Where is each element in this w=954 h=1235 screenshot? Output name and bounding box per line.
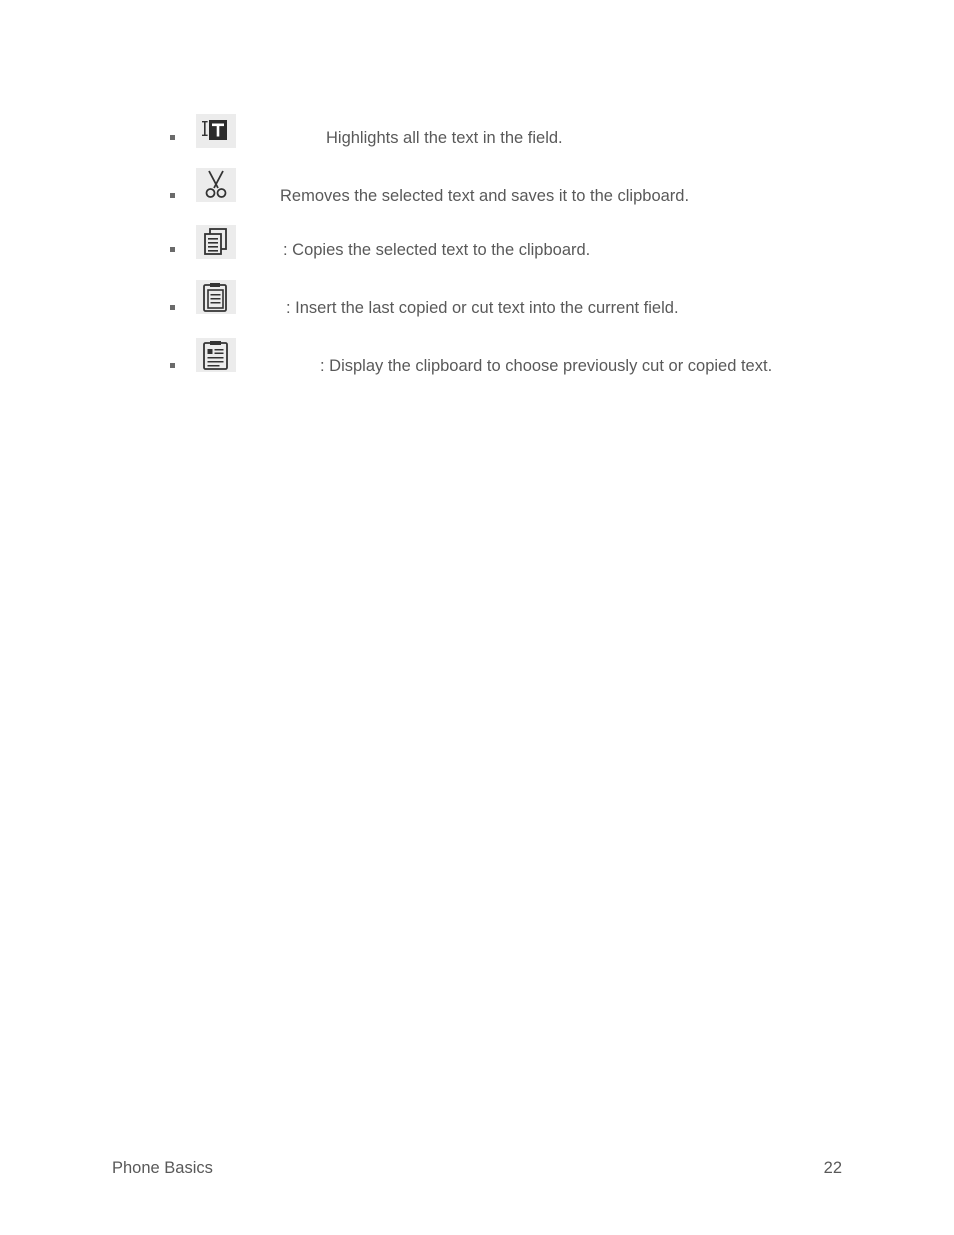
item-description: Highlights all the text in the field. — [326, 129, 563, 147]
footer-section-title: Phone Basics — [112, 1159, 213, 1177]
footer-page-number: 22 — [823, 1159, 842, 1177]
bullet-marker — [170, 135, 175, 140]
item-description: : Insert the last copied or cut text into the current field. — [286, 299, 679, 317]
select-all-icon — [196, 114, 236, 148]
item-description: : Display the clipboard to choose previously cut or copied text. — [320, 357, 773, 375]
list-item-clipboard — [0, 338, 954, 378]
list-item-paste — [0, 280, 954, 320]
item-description: : Copies the selected text to the clipboard. — [283, 241, 591, 259]
bullet-marker — [170, 363, 175, 368]
bullet-marker — [170, 193, 175, 198]
bullet-marker — [170, 247, 175, 252]
copy-icon — [196, 225, 236, 259]
cut-scissors-icon — [196, 168, 236, 202]
item-description: Removes the selected text and saves it to the clipboard. — [280, 187, 690, 205]
list-item-cut — [0, 168, 954, 208]
bullet-marker — [170, 305, 175, 310]
list-item-select-all — [0, 114, 954, 154]
list-item-copy — [0, 225, 954, 265]
clipboard-icon — [196, 338, 236, 372]
paste-icon — [196, 280, 236, 314]
